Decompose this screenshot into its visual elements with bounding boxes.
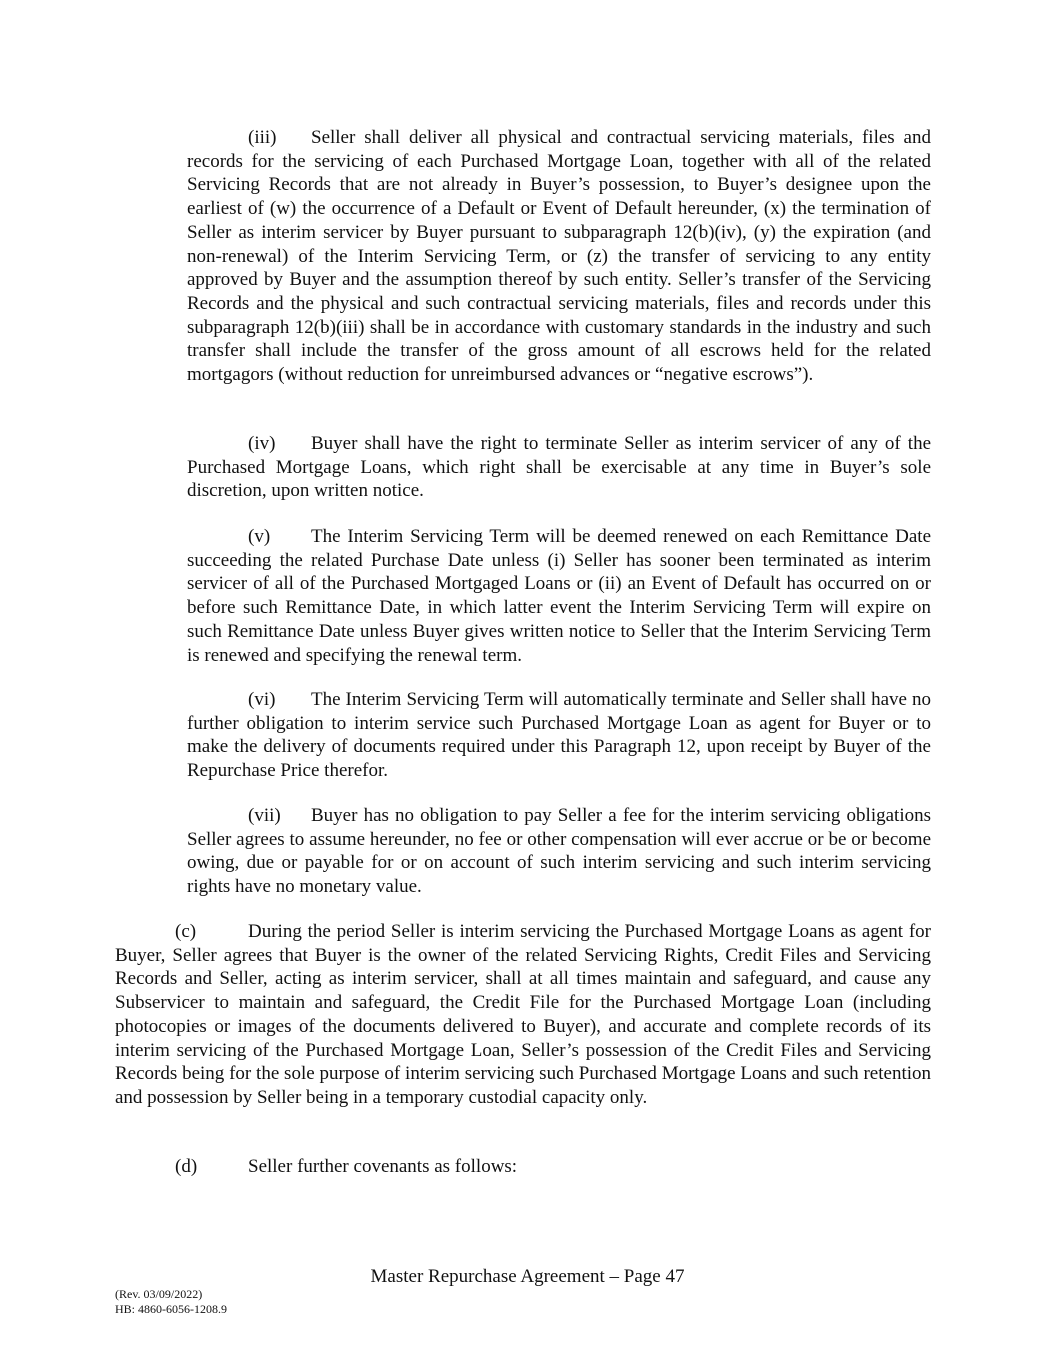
paragraph-text: Buyer shall have the right to terminate Seller as interim servicer of any of the Purchased Mortgage Loans, which right shall be exercisable at any time in Buyer’s sole discretion, upon written notice. xyxy=(187,433,931,502)
paragraph-text: The Interim Servicing Term will be deemed renewed on each Remittance Date succeeding the related Purchase Date unless (i) Seller has sooner been terminated as interim servicer of all of the Purchased Mortgaged Loans or (ii) an Event of Default has occurred on or before such Remittance Date, in which latter event the Interim Servicing Term will expire on such Remittance Date unless Buyer gives written notice to Seller that the Interim Servicing Term is renewed and specifying the renewal term. xyxy=(187,526,931,666)
paragraph-number: (vii) xyxy=(248,805,281,826)
paragraph-vii xyxy=(187,804,931,899)
paragraph-text: During the period Seller is interim servicing the Purchased Mortgage Loans as agent for Buyer, Seller agrees that Buyer is the owner of the related Servicing Rights, Credit Files and Servicing Records and Seller, acting as interim servicer, shall at all times maintain and safeguard, and cause any Subservicer to maintain and safeguard, the Credit File for the Purchased Mortgage Loan (including photocopies or images of the documents delivered to Buyer), and accurate and complete records of its interim servicing of the Purchased Mortgage Loan, Seller’s possession of the Credit Files and Servicing Records being for the sole purpose of interim servicing such Purchased Mortgage Loans and such retention and possession by Seller being in a temporary custodial capacity only. xyxy=(115,921,931,1108)
footer-revision-block xyxy=(115,1287,227,1317)
paragraph-vi xyxy=(187,688,931,783)
paragraph-number: (v) xyxy=(248,526,271,547)
paragraph-d xyxy=(115,1155,931,1179)
paragraph-iv xyxy=(187,432,931,503)
paragraph-v xyxy=(187,525,931,667)
paragraph-c xyxy=(115,920,931,1110)
paragraph-number: (d) xyxy=(175,1156,198,1177)
paragraph-text: The Interim Servicing Term will automatically terminate and Seller shall have no further obligation to interim service such Purchased Mortgage Loan as agent for Buyer or to make the delivery of documents required under this Paragraph 12, upon receipt by Buyer of the Repurchase Price therefor. xyxy=(187,689,931,782)
paragraph-text: Seller shall deliver all physical and contractual servicing materials, files and records for the servicing of each Purchased Mortgage Loan, together with all of the related Servicing Records that are not already in Buyer’s possession, to Buyer’s designee upon the earliest of (w) the occurrence of a Default or Event of Default hereunder, (x) the termination of Seller as interim servicer by Buyer pursuant to subparagraph 12(b)(iv), (y) the expiration (and non-renewal) of the Interim Servicing Term, or (z) the transfer of servicing to any entity approved by Buyer and the assumption thereof by such entity. Seller’s transfer of the Servicing Records and the physical and such contractual servicing materials, files and records under this subparagraph 12(b)(iii) shall be in accordance with customary standards in the industry and such transfer shall include the transfer of the gross amount of all escrows held for the related mortgagors (without reduction for unreimbursed advances or “negative escrows”). xyxy=(187,127,931,386)
paragraph-number: (vi) xyxy=(248,689,276,710)
paragraph-number: (c) xyxy=(175,921,197,942)
footer-doc-id: HB: 4860-6056-1208.9 xyxy=(115,1302,227,1316)
paragraph-number: (iii) xyxy=(248,127,277,148)
paragraph-number: (iv) xyxy=(248,433,276,454)
footer-page-title: Master Repurchase Agreement – Page 47 xyxy=(370,1266,685,1287)
paragraph-text: Seller further covenants as follows: xyxy=(248,1156,518,1177)
footer-revision: (Rev. 03/09/2022) xyxy=(115,1287,203,1301)
paragraph-text: Buyer has no obligation to pay Seller a fee for the interim servicing obligations Seller agrees to assume hereunder, no fee or other compensation will ever accrue or be or become owing, due or payable for or on account of such interim servicing and such interim servicing rights have no monetary value. xyxy=(187,805,931,898)
paragraph-iii xyxy=(187,126,931,387)
